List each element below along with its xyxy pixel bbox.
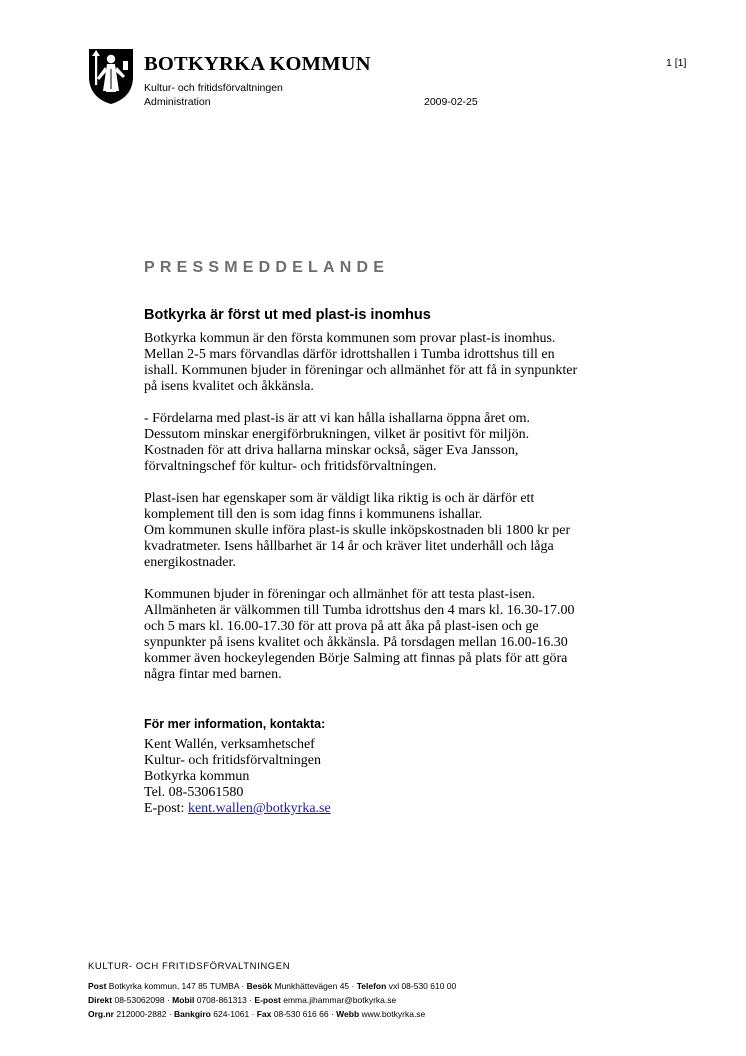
contact-organization: Botkyrka kommun <box>144 769 250 784</box>
footer-line: Org.nr 212000-2882 · Bankgiro 624-1061 · Fax 08-530 616 66 · Webb www.botkyrka.se <box>88 1009 426 1019</box>
footer-value: www.botkyrka.se <box>361 1009 426 1019</box>
paragraph <box>144 331 624 395</box>
email-label: E-post: <box>144 801 185 816</box>
contact-department: Kultur- och fritidsförvaltningen <box>144 753 322 768</box>
text-line: Botkyrka kommun är den första kommunen som provar plast-is inomhus. <box>144 331 556 346</box>
footer <box>88 961 456 1021</box>
press-release-body <box>144 331 624 699</box>
contact-phone: Tel. 08-53061580 <box>144 785 244 800</box>
text-line: kvadratmeter. Isens hållbarhet är 14 år och kräver litet underhåll och låga <box>144 539 554 554</box>
text-line: Om kommunen skulle införa plast-is skulle inköpskostnaden bli 1800 kr per <box>144 523 571 538</box>
footer-value: 0708-861313 <box>196 995 247 1005</box>
footer-title: KULTUR- OCH FRITIDSFÖRVALTNINGEN <box>88 961 291 972</box>
footer-value: 08-530 616 66 <box>273 1009 329 1019</box>
department-name: Kultur- och fritidsförvaltningen <box>144 82 283 94</box>
footer-value: emma.jihammar@botkyrka.se <box>283 995 397 1005</box>
organization-name: BOTKYRKA KOMMUN <box>144 53 371 75</box>
footer-label: Bankgiro <box>174 1009 211 1019</box>
text-line: några fintar med barnen. <box>144 667 282 682</box>
footer-line: Direkt 08-53062098 · Mobil 0708-861313 · E-post emma.jihammar@botkyrka.se <box>88 995 397 1005</box>
document-type-label: PRESSMEDDELANDE <box>144 259 390 276</box>
footer-line: Post Botkyrka kommun, 147 85 TUMBA · Besök Munkhättevägen 45 · Telefon vxl 08-530 610 00 <box>88 981 457 991</box>
page-title: Botkyrka är först ut med plast-is inomhus <box>144 307 431 323</box>
text-line: ishall. Kommunen bjuder in föreningar och allmänhet för att få in synpunkter <box>144 363 578 378</box>
text-line: komplement till den is som idag finns i kommunens ishallar. <box>144 507 483 522</box>
page-number: 1 [1] <box>666 57 687 69</box>
footer-label: Org.nr <box>88 1009 114 1019</box>
text-line: Dessutom minskar energiförbrukningen, vilket är positivt för miljön. <box>144 427 530 442</box>
footer-value: vxl 08-530 610 00 <box>388 981 457 991</box>
text-line: Kommunen bjuder in föreningar och allmänhet för att testa plast-isen. <box>144 587 536 602</box>
text-line: Mellan 2-5 mars förvandlas därför idrottshallen i Tumba idrottshus till en <box>144 347 555 362</box>
footer-label: E-post <box>254 995 281 1005</box>
text-line: energikostnader. <box>144 555 236 570</box>
footer-label: Fax <box>256 1009 272 1019</box>
paragraph <box>144 491 624 571</box>
footer-label: Direkt <box>88 995 113 1005</box>
text-line: Kostnaden för att driva hallarna minskar också, säger Eva Jansson, <box>144 443 519 458</box>
footer-value: 212000-2882 <box>116 1009 167 1019</box>
email-link[interactable]: kent.wallen@botkyrka.se <box>187 801 331 816</box>
footer-value: 624-1061 <box>213 1009 250 1019</box>
footer-label: Besök <box>246 981 273 991</box>
contact-heading: För mer information, kontakta: <box>144 717 326 731</box>
text-line: på isens kvalitet och åkkänsla. <box>144 379 314 394</box>
contact-name: Kent Wallén, verksamhetschef <box>144 737 315 752</box>
footer-label: Telefon <box>356 981 387 991</box>
coat-of-arms-icon <box>86 47 136 105</box>
paragraph <box>144 587 624 683</box>
footer-label: Post <box>88 981 107 991</box>
unit-name: Administration <box>144 96 211 108</box>
text-line: Allmänheten är välkommen till Tumba idrottshus den 4 mars kl. 16.30-17.00 <box>144 603 575 618</box>
footer-value: Botkyrka kommun, 147 85 TUMBA <box>108 981 240 991</box>
text-line: förvaltningschef för kultur- och fritidsförvaltningen. <box>144 459 437 474</box>
document-date: 2009-02-25 <box>424 96 478 108</box>
text-line: Plast-isen har egenskaper som är väldigt lika riktig is och är därför ett <box>144 491 535 506</box>
paragraph <box>144 411 624 475</box>
text-line: och 5 mars kl. 16.00-17.30 för att prova på att åka på plast-isen och ge <box>144 619 539 634</box>
footer-label: Webb <box>336 1009 360 1019</box>
contact-email-row <box>144 801 331 817</box>
footer-value: 08-53062098 <box>114 995 165 1005</box>
text-line: kommer även hockeylegenden Börje Salming att finnas på plats för att göra <box>144 651 568 666</box>
footer-label: Mobil <box>172 995 195 1005</box>
text-line: synpunkter på isens kvalitet och åkkänsla. På torsdagen mellan 16.00-16.30 <box>144 635 568 650</box>
contact-block <box>144 716 331 817</box>
footer-value: Munkhättevägen 45 <box>274 981 350 991</box>
text-line: - Fördelarna med plast-is är att vi kan hålla ishallarna öppna året om. <box>144 411 531 426</box>
